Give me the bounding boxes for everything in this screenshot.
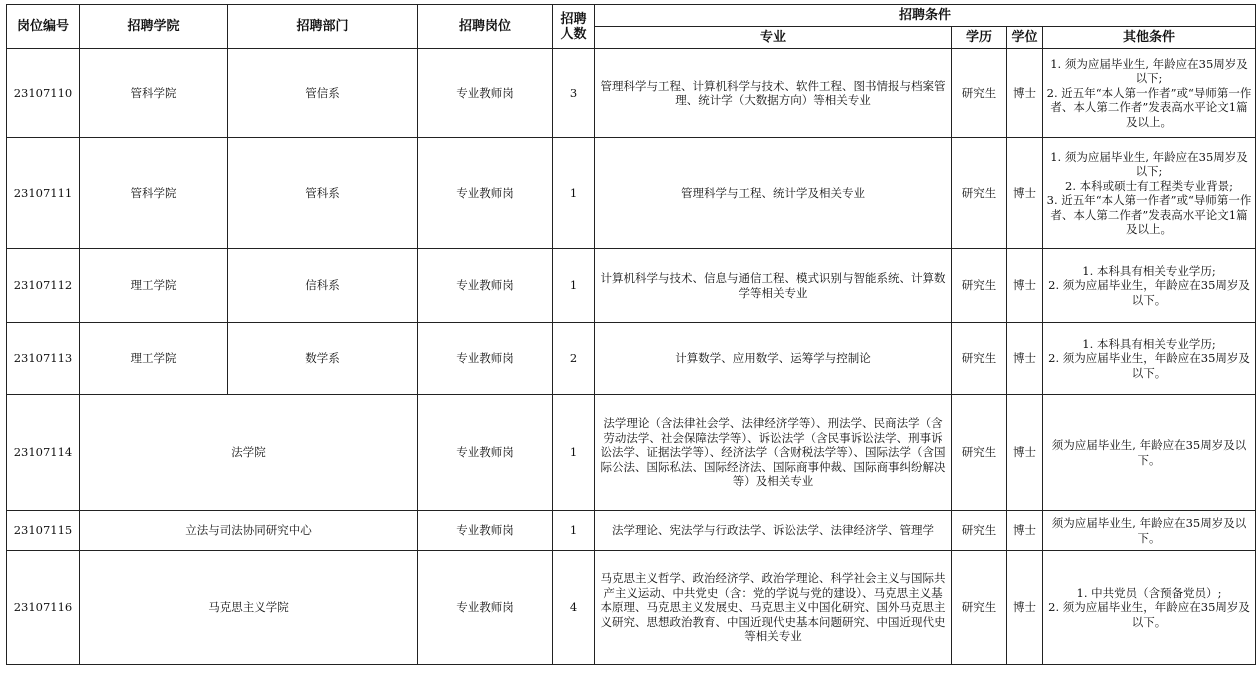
other-line: 2. 近五年“本人第一作者”或“导师第一作者、本人第二作者”发表高水平论文1篇及以上。 [1046,85,1252,129]
cell-education: 研究生 [952,323,1007,395]
cell-college: 管科学院 [80,138,228,249]
cell-count: 1 [553,249,595,323]
table-row [7,249,1256,323]
cell-degree: 博士 [1007,138,1043,249]
cell-other [1043,138,1256,249]
cell-major: 马克思主义哲学、政治经济学、政治学理论、科学社会主义与国际共产主义运动、中共党史（含：党的学说与党的建设）、马克思主义基本原理、马克思主义发展史、马克思主义中国化研究、国外马克思主义研究、思想政治教育、中国近现代史基本问题研究、中国近现代史等相关专业 [595,551,952,665]
cell-major: 法学理论（含法律社会学、法律经济学等）、刑法学、民商法学（含劳动法学、社会保障法学等）、诉讼法学（含民事诉讼法学、刑事诉讼法学、证据法学等）、经济法学（含财税法学等）、国际法学（含国际公法、国际私法、国际经济法、国际商事仲裁、国际商事纠纷解决等）及相关专业 [595,395,952,511]
other-line: 2. 须为应届毕业生，年龄应在35周岁及以下。 [1048,600,1250,629]
table-row [7,138,1256,249]
cell-education: 研究生 [952,395,1007,511]
cell-count: 1 [553,511,595,551]
header-count: 招聘人数 [553,5,595,49]
other-line: 1. 须为应届毕业生, 年龄应在35周岁及以下; [1050,56,1248,86]
cell-college-merged: 马克思主义学院 [80,551,418,665]
header-college: 招聘学院 [80,5,228,49]
other-line: 1. 中共党员（含预备党员）; [1076,585,1222,600]
cell-id: 23107114 [7,395,80,511]
cell-id: 23107111 [7,138,80,249]
table-row [7,551,1256,665]
cell-other [1043,395,1256,511]
cell-post: 专业教师岗 [418,323,553,395]
other-line: 1. 本科具有相关专业学历; [1082,336,1216,351]
table-row [7,511,1256,551]
cell-dept: 管信系 [228,49,418,138]
cell-dept: 管科系 [228,138,418,249]
cell-count: 1 [553,138,595,249]
header-education: 学历 [952,27,1007,49]
cell-other [1043,323,1256,395]
cell-count: 1 [553,395,595,511]
cell-count: 4 [553,551,595,665]
cell-other [1043,49,1256,138]
recruitment-table [6,4,1256,665]
other-line: 1. 本科具有相关专业学历; [1082,263,1216,278]
header-degree: 学位 [1007,27,1043,49]
cell-id: 23107113 [7,323,80,395]
table-row [7,323,1256,395]
cell-degree: 博士 [1007,49,1043,138]
cell-post: 专业教师岗 [418,551,553,665]
header-post: 招聘岗位 [418,5,553,49]
table-row [7,49,1256,138]
cell-id: 23107110 [7,49,80,138]
cell-post: 专业教师岗 [418,395,553,511]
recruitment-table-container [6,4,1255,665]
cell-other [1043,511,1256,551]
header-major: 专业 [595,27,952,49]
header-dept: 招聘部门 [228,5,418,49]
cell-college-merged: 法学院 [80,395,418,511]
cell-other [1043,551,1256,665]
cell-college: 理工学院 [80,323,228,395]
other-line: 须为应届毕业生, 年龄应在35周岁及以下。 [1051,516,1247,545]
cell-id: 23107116 [7,551,80,665]
cell-major: 管理科学与工程、统计学及相关专业 [595,138,952,249]
cell-dept: 信科系 [228,249,418,323]
header-other: 其他条件 [1043,27,1256,49]
other-line: 2. 须为应届毕业生，年龄应在35周岁及以下。 [1048,351,1250,380]
cell-id: 23107115 [7,511,80,551]
cell-post: 专业教师岗 [418,49,553,138]
cell-post: 专业教师岗 [418,511,553,551]
cell-degree: 博士 [1007,551,1043,665]
cell-major: 计算机科学与技术、信息与通信工程、模式识别与智能系统、计算数学等相关专业 [595,249,952,323]
cell-id: 23107112 [7,249,80,323]
cell-degree: 博士 [1007,395,1043,511]
cell-education: 研究生 [952,138,1007,249]
other-line: 1. 须为应届毕业生, 年龄应在35周岁及以下; [1050,149,1248,178]
header-conditions: 招聘条件 [595,5,1256,27]
cell-education: 研究生 [952,551,1007,665]
cell-post: 专业教师岗 [418,249,553,323]
cell-degree: 博士 [1007,511,1043,551]
other-line: 2. 须为应届毕业生，年龄应在35周岁及以下。 [1048,278,1250,307]
cell-count: 2 [553,323,595,395]
cell-count: 3 [553,49,595,138]
header-id: 岗位编号 [7,5,80,49]
table-row [7,395,1256,511]
cell-major: 管理科学与工程、计算机科学与技术、软件工程、图书情报与档案管理、统计学（大数据方向）等相关专业 [595,49,952,138]
other-line: 须为应届毕业生, 年龄应在35周岁及以下。 [1051,438,1247,467]
cell-degree: 博士 [1007,249,1043,323]
cell-dept: 数学系 [228,323,418,395]
cell-major: 法学理论、宪法学与行政法学、诉讼法学、法律经济学、管理学 [595,511,952,551]
cell-other [1043,249,1256,323]
cell-college: 理工学院 [80,249,228,323]
other-line: 2. 本科或硕士有工程类专业背景; [1065,178,1234,193]
other-line: 3. 近五年“本人第一作者”或“导师第一作者、本人第二作者”发表高水平论文1篇及以上。 [1046,193,1252,236]
cell-college: 管科学院 [80,49,228,138]
cell-education: 研究生 [952,249,1007,323]
cell-college-merged: 立法与司法协同研究中心 [80,511,418,551]
cell-post: 专业教师岗 [418,138,553,249]
cell-major: 计算数学、应用数学、运筹学与控制论 [595,323,952,395]
cell-education: 研究生 [952,49,1007,138]
cell-education: 研究生 [952,511,1007,551]
cell-degree: 博士 [1007,323,1043,395]
